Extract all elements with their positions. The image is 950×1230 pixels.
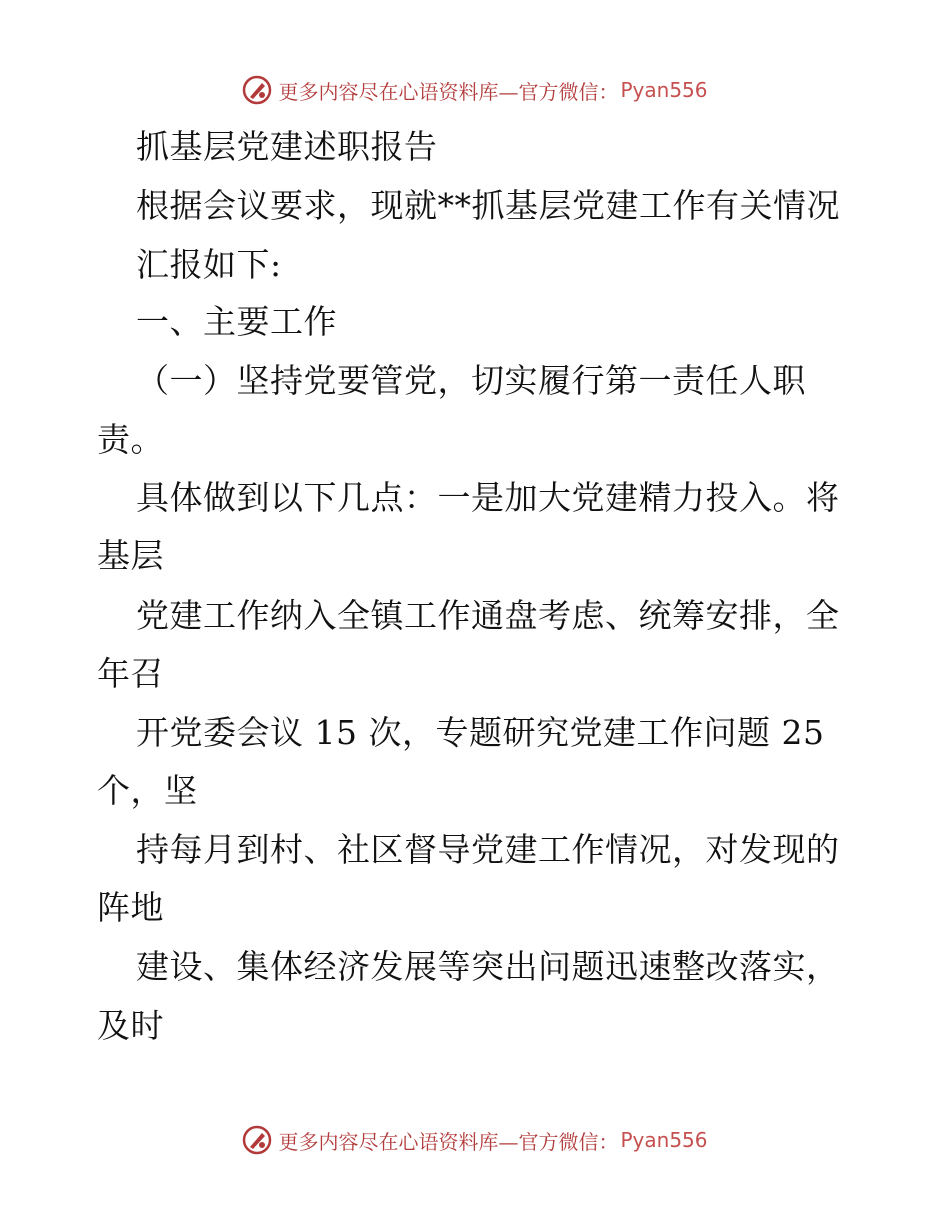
header-watermark bbox=[0, 70, 950, 110]
subsection-heading: （一）坚持党要管党，切实履行第一责任人职 bbox=[136, 361, 806, 400]
paragraph-line: 年召 bbox=[97, 654, 164, 693]
section-heading: 一、主要工作 bbox=[136, 302, 337, 341]
paragraph-line: 基层 bbox=[97, 536, 164, 575]
paragraph-line: 具体做到以下几点：一是加大党建精力投入。将 bbox=[136, 478, 840, 517]
footer-watermark bbox=[0, 1120, 950, 1160]
paragraph-line: 持每月到村、社区督导党建工作情况，对发现的 bbox=[136, 830, 840, 869]
watermark-text: 更多内容尽在心语资料库—官方微信： bbox=[278, 79, 619, 104]
paragraph-line: 责。 bbox=[97, 420, 164, 459]
paragraph-line: 个，坚 bbox=[97, 771, 198, 810]
paragraph-line: 汇报如下: bbox=[136, 245, 282, 284]
pen-seal-icon bbox=[242, 1125, 272, 1155]
watermark-wechat-id: Pyan556 bbox=[620, 1128, 708, 1152]
document-title: 抓基层党建述职报告 bbox=[136, 127, 438, 166]
paragraph-line: 阵地 bbox=[97, 888, 164, 927]
paragraph-line: 建设、集体经济发展等突出问题迅速整改落实， bbox=[136, 947, 840, 986]
pen-seal-icon bbox=[242, 75, 272, 105]
paragraph-line: 根据会议要求，现就**抓基层党建工作有关情况 bbox=[136, 186, 840, 225]
watermark-text: 更多内容尽在心语资料库—官方微信： bbox=[278, 1129, 619, 1154]
paragraph-line: 党建工作纳入全镇工作通盘考虑、统筹安排，全 bbox=[136, 596, 840, 635]
watermark-wechat-id: Pyan556 bbox=[620, 78, 708, 102]
paragraph-line: 及时 bbox=[97, 1006, 164, 1045]
paragraph-line: 开党委会议 15 次，专题研究党建工作问题 25 bbox=[136, 713, 825, 752]
